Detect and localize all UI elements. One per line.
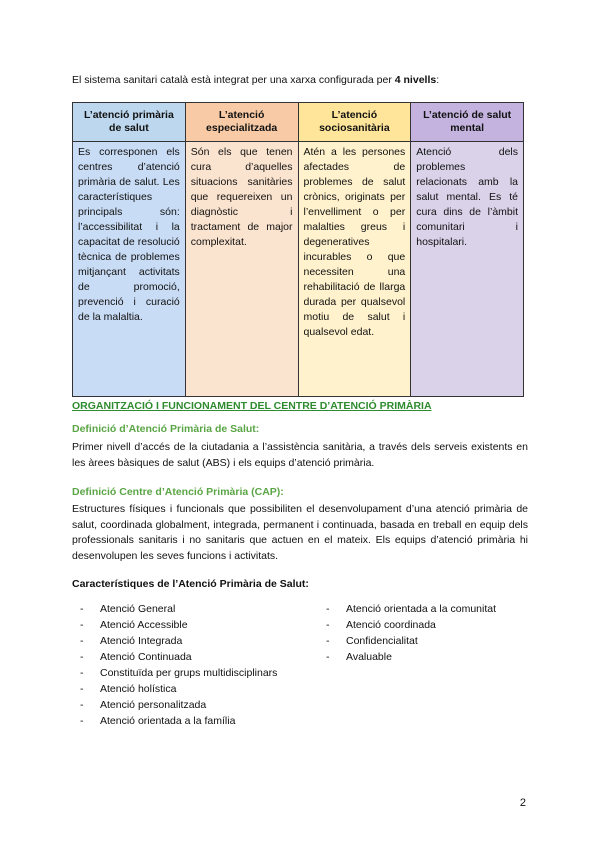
- bullet-dash: -: [80, 667, 84, 679]
- bullet-dash: -: [80, 699, 84, 711]
- definition-primary-care-title: Definició d’Atenció Primària de Salut:: [72, 423, 260, 435]
- section-title: ORGANITZACIÓ I FUNCIONAMENT DEL CENTRE D’ATENCIÓ PRIMÀRIA: [72, 400, 432, 412]
- bullet-dash: -: [80, 651, 84, 663]
- list-item-label: Constituïda per grups multidisciplinars: [100, 667, 278, 679]
- bullet-dash: -: [80, 619, 84, 631]
- list-item: [74, 697, 277, 713]
- care-levels-table: [72, 102, 524, 397]
- bullet-dash: -: [80, 603, 84, 615]
- intro-text: [72, 74, 439, 86]
- list-item: [74, 617, 277, 633]
- list-item: [74, 633, 277, 649]
- list-item-label: Atenció Accessible: [100, 619, 188, 631]
- bullet-dash: -: [80, 635, 84, 647]
- bullet-dash: -: [326, 635, 330, 647]
- list-item-label: Atenció Continuada: [100, 651, 192, 663]
- list-item: [320, 601, 496, 617]
- table-row: [73, 142, 524, 397]
- intro-bold: 4 nivells: [394, 74, 437, 86]
- list-item-label: Atenció General: [100, 603, 176, 615]
- intro-end: :: [436, 74, 440, 86]
- list-item-label: Confidencialitat: [346, 635, 418, 647]
- bullet-dash: -: [326, 619, 330, 631]
- list-item: [74, 681, 277, 697]
- list-item-label: Avaluable: [346, 651, 392, 663]
- list-item-label: Atenció orientada a la comunitat: [346, 603, 497, 615]
- definition-cap-text: Estructures físiques i funcionals que possibiliten el desenvolupament d’una atenció primària de salut, coordinada globalment, integrada, permanent i continuada, basada en treball en equip dels professionals sanitaris i no sanitaris que actuen en el mateix. Els equips d’atenció primària hi desenvolupen les seves funcions i activitats.: [72, 503, 528, 562]
- characteristics-list-right: [320, 601, 496, 665]
- cell-sociosanitary-care: Atén a les persones afectades de problemes de salut crònics, originats per l’envelliment o per malalties greus i degeneratives incurables o que necessiten una rehabilitació de llarga durada per qualsevol motiu de salut i qualsevol edat.: [298, 142, 411, 397]
- bullet-dash: -: [80, 715, 84, 727]
- bullet-dash: -: [326, 651, 330, 663]
- cell-primary-care: Es corresponen els centres d’atenció primària de salut. Les característiques principals són: l’accessibilitat i la capacitat de resolució tècnica de problemes mitjançant activitats de promoció, prevenció i curació de la malaltia.: [73, 142, 186, 397]
- list-item: [320, 649, 496, 665]
- table-header-row: [73, 103, 524, 142]
- bullet-dash: -: [326, 603, 330, 615]
- list-item: [74, 713, 277, 729]
- header-primary-care: L’atenció primària de salut: [73, 103, 186, 142]
- header-sociosanitary-care: L’atenció sociosanitària: [298, 103, 411, 142]
- list-item-label: Atenció coordinada: [346, 619, 436, 631]
- list-item: [74, 665, 277, 681]
- bullet-dash: -: [80, 683, 84, 695]
- definition-primary-care-text: Primer nivell d’accés de la ciutadania a l’assistència sanitària, a través dels serveis existents en les àrees bàsiques de salut (ABS) i els equips d’atenció primària.: [72, 441, 528, 469]
- header-mental-health: L’atenció de salut mental: [411, 103, 524, 142]
- characteristics-title: Característiques de l’Atenció Primària de Salut:: [72, 578, 309, 590]
- list-item-label: Atenció personalitzada: [100, 699, 207, 711]
- list-item: [320, 617, 496, 633]
- page-number: 2: [519, 797, 526, 809]
- header-specialized-care: L’atenció especialitzada: [185, 103, 298, 142]
- list-item: [320, 633, 496, 649]
- list-item-label: Atenció orientada a la família: [100, 715, 236, 727]
- cell-mental-health: Atenció dels problemes relacionats amb la salut mental. Es té cura dins de l’àmbit comunitari i hospitalari.: [411, 142, 524, 397]
- list-item-label: Atenció holística: [100, 683, 177, 695]
- definition-cap-title: Definició Centre d’Atenció Primària (CAP):: [72, 486, 284, 498]
- characteristics-list-left: [74, 601, 277, 729]
- cell-specialized-care: Són els que tenen cura d’aquelles situacions sanitàries que requereixen un diagnòstic i tractament de major complexitat.: [185, 142, 298, 397]
- intro-main: El sistema sanitari català està integrat per una xarxa configurada per: [72, 74, 395, 86]
- list-item-label: Atenció Integrada: [100, 635, 183, 647]
- list-item: [74, 601, 277, 617]
- list-item: [74, 649, 277, 665]
